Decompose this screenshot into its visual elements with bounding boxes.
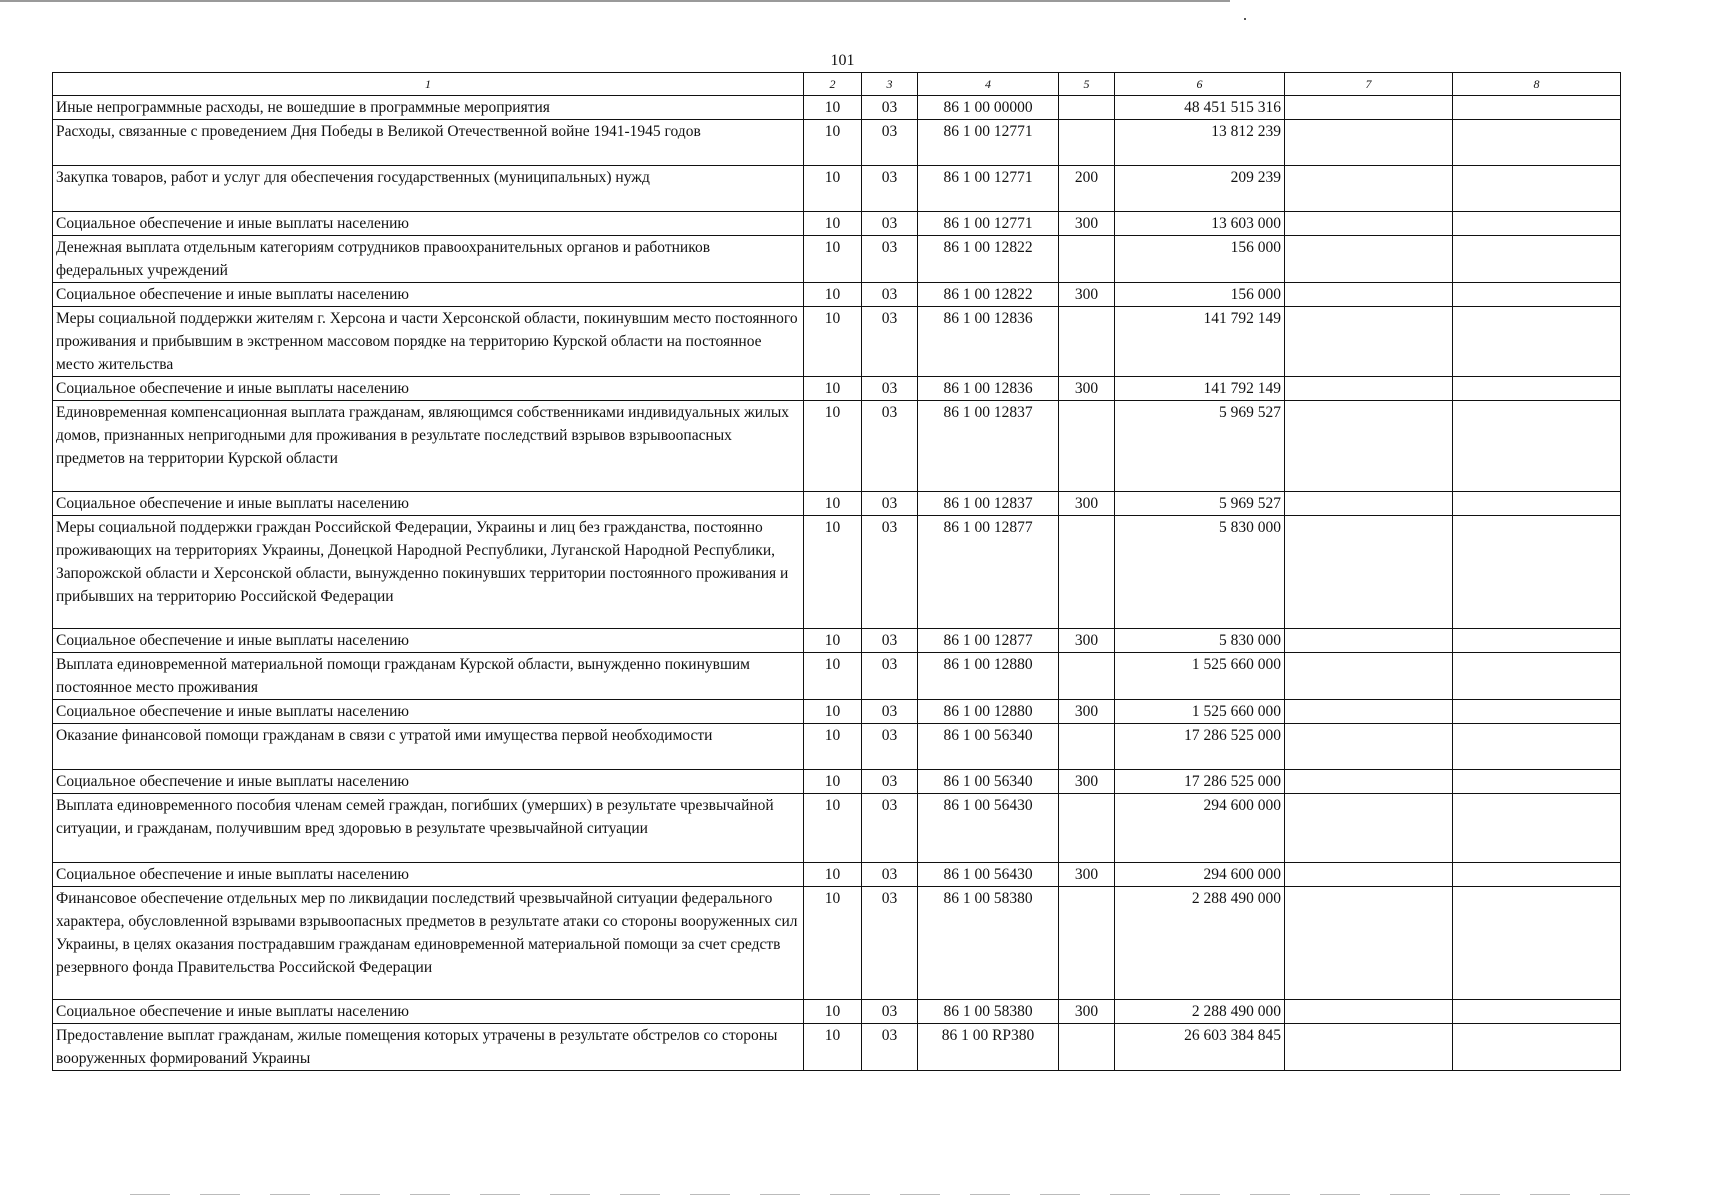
amount: 13 812 239 [1115, 120, 1285, 166]
expense-type-code: 300 [1059, 1000, 1115, 1024]
row-description: Социальное обеспечение и иные выплаты населению [53, 629, 804, 653]
amount: 48 451 515 316 [1115, 96, 1285, 120]
target-article-code: 86 1 00 58380 [918, 1000, 1059, 1024]
column-8-cell [1453, 1024, 1621, 1071]
row-description: Закупка товаров, работ и услуг для обеспечения государственных (муниципальных) нужд [53, 166, 804, 212]
column-7-cell [1285, 887, 1453, 1000]
amount: 13 603 000 [1115, 212, 1285, 236]
table-row [53, 307, 1621, 377]
column-number: 5 [1059, 73, 1115, 96]
section-code: 10 [804, 236, 862, 283]
target-article-code: 86 1 00 12771 [918, 212, 1059, 236]
subsection-code: 03 [862, 629, 918, 653]
expense-type-code: 300 [1059, 770, 1115, 794]
column-7-cell [1285, 307, 1453, 377]
target-article-code: 86 1 00 56430 [918, 863, 1059, 887]
expense-type-code: 300 [1059, 863, 1115, 887]
row-description: Иные непрограммные расходы, не вошедшие в программные мероприятия [53, 96, 804, 120]
column-7-cell [1285, 724, 1453, 770]
subsection-code: 03 [862, 724, 918, 770]
expense-type-code [1059, 96, 1115, 120]
subsection-code: 03 [862, 120, 918, 166]
table-row [53, 770, 1621, 794]
expense-type-code: 300 [1059, 212, 1115, 236]
subsection-code: 03 [862, 96, 918, 120]
column-7-cell [1285, 1000, 1453, 1024]
section-code: 10 [804, 283, 862, 307]
row-description: Социальное обеспечение и иные выплаты населению [53, 492, 804, 516]
expense-type-code [1059, 120, 1115, 166]
column-7-cell [1285, 212, 1453, 236]
table-row [53, 724, 1621, 770]
column-number: 8 [1453, 73, 1621, 96]
column-8-cell [1453, 283, 1621, 307]
subsection-code: 03 [862, 516, 918, 629]
target-article-code: 86 1 00 12880 [918, 700, 1059, 724]
expense-type-code: 300 [1059, 377, 1115, 401]
subsection-code: 03 [862, 283, 918, 307]
column-8-cell [1453, 212, 1621, 236]
expense-type-code [1059, 307, 1115, 377]
column-8-cell [1453, 863, 1621, 887]
amount: 2 288 490 000 [1115, 1000, 1285, 1024]
target-article-code: 86 1 00 12771 [918, 166, 1059, 212]
column-7-cell [1285, 166, 1453, 212]
row-description: Расходы, связанные с проведением Дня Победы в Великой Отечественной войне 1941-1945 годов [53, 120, 804, 166]
amount: 141 792 149 [1115, 307, 1285, 377]
target-article-code: 86 1 00 56430 [918, 794, 1059, 863]
column-7-cell [1285, 516, 1453, 629]
section-code: 10 [804, 96, 862, 120]
row-description: Финансовое обеспечение отдельных мер по ликвидации последствий чрезвычайной ситуации федерального характера, обусловленной взрывами взрывоопасных предметов в результате атаки со стороны вооруженных сил Украины, в целях оказания пострадавшим гражданам единовременной материальной помощи за счет средств резервного фонда Правительства Российской Федерации [53, 887, 804, 1000]
column-7-cell [1285, 492, 1453, 516]
target-article-code: 86 1 00 RP380 [918, 1024, 1059, 1071]
column-number: 6 [1115, 73, 1285, 96]
target-article-code: 86 1 00 12837 [918, 492, 1059, 516]
section-code: 10 [804, 724, 862, 770]
row-description: Единовременная компенсационная выплата гражданам, являющимся собственниками индивидуальных жилых домов, признанных непригодными для проживания в результате последствий взрывов взрывоопасных предметов на территории Курской области [53, 401, 804, 492]
section-code: 10 [804, 120, 862, 166]
column-8-cell [1453, 1000, 1621, 1024]
subsection-code: 03 [862, 1000, 918, 1024]
section-code: 10 [804, 492, 862, 516]
target-article-code: 86 1 00 12822 [918, 283, 1059, 307]
subsection-code: 03 [862, 794, 918, 863]
table-row [53, 377, 1621, 401]
row-description: Меры социальной поддержки граждан Российской Федерации, Украины и лиц без гражданства, постоянно проживающих на территориях Украины, Донецкой Народной Республики, Луганской Народной Республики, Запорожской области и Херсонской области, вынужденно покинувших территории постоянного проживания и прибывших на территорию Российской Федерации [53, 516, 804, 629]
row-description: Выплата единовременной материальной помощи гражданам Курской области, вынужденно покинувшим постоянное место проживания [53, 653, 804, 700]
target-article-code: 86 1 00 00000 [918, 96, 1059, 120]
column-8-cell [1453, 236, 1621, 283]
expense-type-code [1059, 653, 1115, 700]
column-7-cell [1285, 629, 1453, 653]
column-7-cell [1285, 120, 1453, 166]
amount: 156 000 [1115, 283, 1285, 307]
table-row [53, 1000, 1621, 1024]
section-code: 10 [804, 1000, 862, 1024]
expense-type-code: 200 [1059, 166, 1115, 212]
target-article-code: 86 1 00 58380 [918, 887, 1059, 1000]
amount: 5 830 000 [1115, 629, 1285, 653]
table-row [53, 653, 1621, 700]
column-7-cell [1285, 377, 1453, 401]
amount: 26 603 384 845 [1115, 1024, 1285, 1071]
target-article-code: 86 1 00 12822 [918, 236, 1059, 283]
section-code: 10 [804, 1024, 862, 1071]
subsection-code: 03 [862, 307, 918, 377]
subsection-code: 03 [862, 377, 918, 401]
subsection-code: 03 [862, 401, 918, 492]
column-7-cell [1285, 653, 1453, 700]
expense-type-code: 300 [1059, 629, 1115, 653]
amount: 2 288 490 000 [1115, 887, 1285, 1000]
column-8-cell [1453, 770, 1621, 794]
section-code: 10 [804, 377, 862, 401]
scan-speck [1244, 18, 1246, 20]
subsection-code: 03 [862, 166, 918, 212]
subsection-code: 03 [862, 770, 918, 794]
amount: 141 792 149 [1115, 377, 1285, 401]
column-number: 1 [53, 73, 804, 96]
amount: 5 969 527 [1115, 492, 1285, 516]
target-article-code: 86 1 00 12877 [918, 516, 1059, 629]
expense-type-code [1059, 724, 1115, 770]
expense-type-code [1059, 401, 1115, 492]
target-article-code: 86 1 00 12771 [918, 120, 1059, 166]
column-7-cell [1285, 794, 1453, 863]
column-number: 4 [918, 73, 1059, 96]
section-code: 10 [804, 212, 862, 236]
section-code: 10 [804, 794, 862, 863]
target-article-code: 86 1 00 12880 [918, 653, 1059, 700]
section-code: 10 [804, 653, 862, 700]
section-code: 10 [804, 887, 862, 1000]
expense-type-code [1059, 516, 1115, 629]
target-article-code: 86 1 00 12877 [918, 629, 1059, 653]
table-row [53, 236, 1621, 283]
amount: 17 286 525 000 [1115, 770, 1285, 794]
column-7-cell [1285, 1024, 1453, 1071]
section-code: 10 [804, 770, 862, 794]
row-description: Социальное обеспечение и иные выплаты населению [53, 377, 804, 401]
table-row [53, 212, 1621, 236]
target-article-code: 86 1 00 12836 [918, 377, 1059, 401]
expense-type-code [1059, 236, 1115, 283]
subsection-code: 03 [862, 492, 918, 516]
row-description: Социальное обеспечение и иные выплаты населению [53, 700, 804, 724]
row-description: Социальное обеспечение и иные выплаты населению [53, 283, 804, 307]
table-row [53, 794, 1621, 863]
table-body [53, 96, 1621, 1071]
column-8-cell [1453, 401, 1621, 492]
amount: 1 525 660 000 [1115, 700, 1285, 724]
section-code: 10 [804, 166, 862, 212]
target-article-code: 86 1 00 56340 [918, 770, 1059, 794]
amount: 209 239 [1115, 166, 1285, 212]
table-row [53, 166, 1621, 212]
target-article-code: 86 1 00 12836 [918, 307, 1059, 377]
section-code: 10 [804, 700, 862, 724]
subsection-code: 03 [862, 1024, 918, 1071]
expense-type-code [1059, 1024, 1115, 1071]
row-description: Оказание финансовой помощи гражданам в связи с утратой ими имущества первой необходимости [53, 724, 804, 770]
column-number: 3 [862, 73, 918, 96]
section-code: 10 [804, 307, 862, 377]
column-8-cell [1453, 629, 1621, 653]
column-8-cell [1453, 120, 1621, 166]
subsection-code: 03 [862, 863, 918, 887]
table-row [53, 401, 1621, 492]
table-row [53, 120, 1621, 166]
amount: 5 969 527 [1115, 401, 1285, 492]
table-row [53, 516, 1621, 629]
column-8-cell [1453, 700, 1621, 724]
target-article-code: 86 1 00 12837 [918, 401, 1059, 492]
expense-type-code: 300 [1059, 700, 1115, 724]
subsection-code: 03 [862, 887, 918, 1000]
table-row [53, 863, 1621, 887]
expense-type-code [1059, 794, 1115, 863]
expense-type-code [1059, 887, 1115, 1000]
column-7-cell [1285, 770, 1453, 794]
expense-type-code: 300 [1059, 492, 1115, 516]
column-7-cell [1285, 401, 1453, 492]
column-8-cell [1453, 307, 1621, 377]
amount: 1 525 660 000 [1115, 653, 1285, 700]
row-description: Социальное обеспечение и иные выплаты населению [53, 212, 804, 236]
column-8-cell [1453, 492, 1621, 516]
column-8-cell [1453, 516, 1621, 629]
subsection-code: 03 [862, 700, 918, 724]
row-description: Социальное обеспечение и иные выплаты населению [53, 770, 804, 794]
table-row [53, 283, 1621, 307]
table-row [53, 629, 1621, 653]
table-row [53, 96, 1621, 120]
section-code: 10 [804, 401, 862, 492]
section-code: 10 [804, 516, 862, 629]
column-number-row [53, 73, 1621, 96]
budget-table [52, 72, 1621, 1071]
column-8-cell [1453, 166, 1621, 212]
expense-type-code: 300 [1059, 283, 1115, 307]
subsection-code: 03 [862, 212, 918, 236]
amount: 294 600 000 [1115, 863, 1285, 887]
column-7-cell [1285, 700, 1453, 724]
row-description: Выплата единовременного пособия членам семей граждан, погибших (умерших) в результате чрезвычайной ситуации, и гражданам, получившим вред здоровью в результате чрезвычайной ситуации [53, 794, 804, 863]
column-7-cell [1285, 96, 1453, 120]
row-description: Денежная выплата отдельным категориям сотрудников правоохранительных органов и работников федеральных учреждений [53, 236, 804, 283]
amount: 156 000 [1115, 236, 1285, 283]
section-code: 10 [804, 629, 862, 653]
row-description: Предоставление выплат гражданам, жилые помещения которых утрачены в результате обстрелов со стороны вооруженных формирований Украины [53, 1024, 804, 1071]
scan-bottom-edge [130, 1194, 1630, 1195]
column-7-cell [1285, 283, 1453, 307]
table-row [53, 1024, 1621, 1071]
amount: 294 600 000 [1115, 794, 1285, 863]
column-8-cell [1453, 724, 1621, 770]
scan-top-edge [0, 0, 1230, 2]
row-description: Социальное обеспечение и иные выплаты населению [53, 863, 804, 887]
column-8-cell [1453, 653, 1621, 700]
column-number: 7 [1285, 73, 1453, 96]
table-row [53, 700, 1621, 724]
table-row [53, 492, 1621, 516]
column-7-cell [1285, 236, 1453, 283]
column-8-cell [1453, 377, 1621, 401]
row-description: Меры социальной поддержки жителям г. Херсона и части Херсонской области, покинувшим место постоянного проживания и прибывшим в экстренном массовом порядке на территорию Курской области на постоянное место жительства [53, 307, 804, 377]
subsection-code: 03 [862, 236, 918, 283]
subsection-code: 03 [862, 653, 918, 700]
page-number: 101 [830, 52, 855, 69]
column-8-cell [1453, 887, 1621, 1000]
column-8-cell [1453, 794, 1621, 863]
column-7-cell [1285, 863, 1453, 887]
target-article-code: 86 1 00 56340 [918, 724, 1059, 770]
column-8-cell [1453, 96, 1621, 120]
row-description: Социальное обеспечение и иные выплаты населению [53, 1000, 804, 1024]
amount: 17 286 525 000 [1115, 724, 1285, 770]
section-code: 10 [804, 863, 862, 887]
column-number: 2 [804, 73, 862, 96]
amount: 5 830 000 [1115, 516, 1285, 629]
table-row [53, 887, 1621, 1000]
